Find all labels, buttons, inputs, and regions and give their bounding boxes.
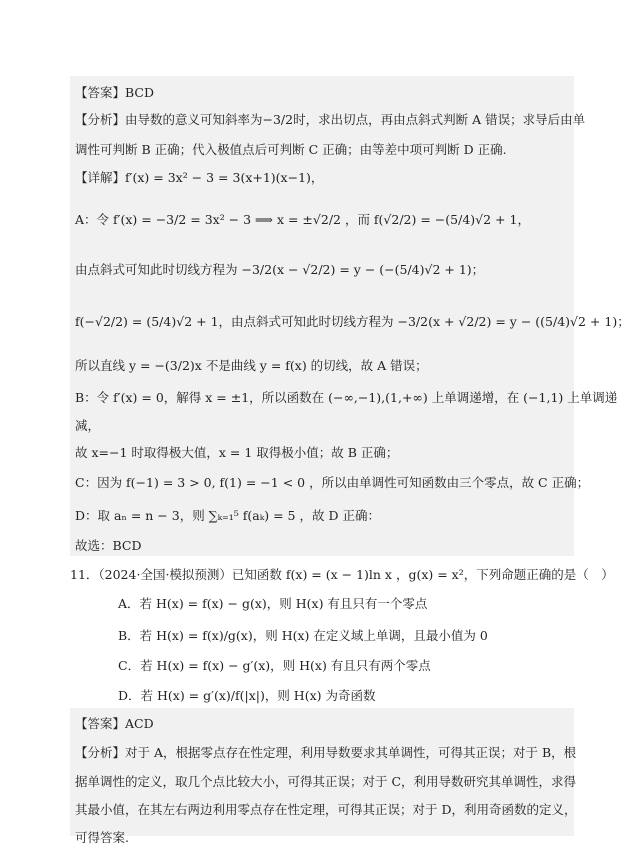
step-b-line: 减， [75, 418, 101, 433]
step-b-line: 故 x=−1 时取得极大值，x = 1 取得极小值；故 B 正确； [75, 445, 399, 460]
step-a-line: f(−√2/2) = (5/4)√2 + 1，由点斜式可知此时切线方程为 −3/2(x + √2/2) = y − ((5/4)√2 + 1)； [75, 314, 630, 329]
option-b: B．若 H(x) = f(x)/g(x)，则 H(x) 在定义域上单调，且最小值为 0 [118, 628, 488, 643]
analysis-line: 据单调性的定义，取几个点比较大小，可得其正误；对于 C，利用导数研究其单调性，求得 [75, 774, 577, 789]
option-c: C．若 H(x) = f(x) − g′(x)，则 H(x) 有且只有两个零点 [118, 658, 431, 673]
step-c-line: C：因为 f(−1) = 3 > 0, f(1) = −1 < 0 ，所以由单调性可知函数由三个零点，故 C 正确； [75, 475, 590, 490]
question-11-stem: 11．（2024·全国·模拟预测）已知函数 f(x) = (x − 1)ln x ，g(x) = x²，下列命题正确的是（ ） [70, 567, 614, 582]
choice-line-q10: 故选：BCD [75, 538, 142, 553]
analysis-line: 可得答案. [75, 830, 129, 845]
step-d-line: D：取 aₙ = n − 3，则 ∑ₖ₌₁⁵ f(aₖ) = 5 ，故 D 正确： [75, 508, 380, 523]
answer-label-q10: 【答案】BCD [75, 85, 155, 100]
analysis-line: 调性可判断 B 正确；代入极值点后可判断 C 正确；由等差中项可判断 D 正确. [75, 142, 507, 157]
step-a-line: 所以直线 y = −(3/2)x 不是曲线 y = f(x) 的切线，故 A 错误； [75, 358, 428, 373]
option-a: A．若 H(x) = f(x) − g(x)，则 H(x) 有且只有一个零点 [118, 596, 428, 611]
analysis-line: 【分析】由导数的意义可知斜率为−3/2时，求出切点，再由点斜式判断 A 错误；求导后由单 [75, 112, 586, 127]
detail-line: 【详解】f′(x) = 3x² − 3 = 3(x+1)(x−1)， [75, 170, 324, 185]
option-d: D．若 H(x) = g′(x)/f(|x|)，则 H(x) 为奇函数 [118, 688, 376, 703]
answer-label-q11: 【答案】ACD [75, 716, 154, 731]
analysis-line: 【分析】对于 A，根据零点存在性定理，利用导数要求其单调性，可得其正误；对于 B，根 [75, 745, 577, 760]
step-a-line: A：令 f′(x) = −3/2 = 3x² − 3 ⟹ x = ±√2/2 ，而 f(√2/2) = −(5/4)√2 + 1， [75, 212, 530, 227]
step-b-line: B：令 f′(x) = 0，解得 x = ±1，所以函数在 (−∞,−1),(1,+∞) 上单调递增，在 (−1,1) 上单调递 [75, 390, 618, 405]
step-a-line: 由点斜式可知此时切线方程为 −3/2(x − √2/2) = y − (−(5/4)√2 + 1)； [75, 262, 485, 277]
analysis-line: 其最小值，在其左右两边利用零点存在性定理，可得其正误；对于 D，利用奇函数的定义， [75, 802, 577, 817]
